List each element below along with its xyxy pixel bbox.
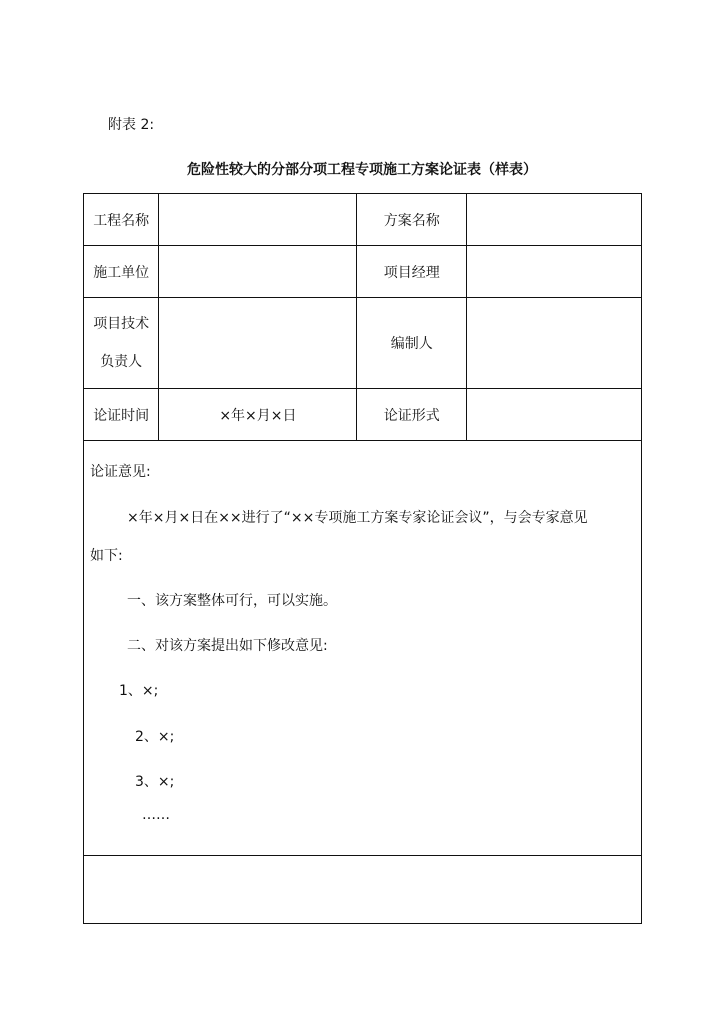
opinion-item3: 3、×;: [135, 774, 175, 790]
project-manager-label: 项目经理: [357, 246, 467, 298]
scheme-name-label: 方案名称: [357, 194, 467, 246]
construction-unit-label: 施工单位: [84, 246, 159, 298]
page-title: 危险性较大的分部分项工程专项施工方案论证表（样表）: [187, 162, 537, 178]
signature-blank-cell[interactable]: [84, 856, 642, 924]
opinion-ellipsis: ……: [142, 807, 170, 823]
opinion-heading: 论证意见:: [90, 464, 151, 480]
tech-lead-field[interactable]: [159, 298, 357, 389]
opinion-point2: 二、对该方案提出如下修改意见:: [127, 638, 328, 654]
review-form-field[interactable]: [467, 389, 642, 441]
opinion-point1: 一、该方案整体可行，可以实施。: [127, 593, 337, 609]
opinion-intro-line1: ×年×月×日在××进行了“××专项施工方案专家论证会议”，与会专家意见: [127, 510, 588, 526]
review-form-table: [83, 193, 642, 924]
opinion-cell[interactable]: [84, 441, 642, 856]
review-form-label: 论证形式: [357, 389, 467, 441]
tech-lead-label: [84, 298, 159, 389]
project-name-field[interactable]: [159, 194, 357, 246]
compiler-field[interactable]: [467, 298, 642, 389]
opinion-intro-line2: 如下:: [90, 548, 123, 564]
opinion-item1: 1、×;: [119, 683, 159, 699]
scheme-name-field[interactable]: [467, 194, 642, 246]
attachment-label: 附表 2:: [108, 117, 155, 133]
tech-lead-label-line1: 项目技术: [93, 316, 150, 332]
tech-lead-label-line2: 负责人: [100, 354, 143, 370]
review-time-field[interactable]: ×年×月×日: [159, 389, 357, 441]
review-time-label: 论证时间: [84, 389, 159, 441]
project-manager-field[interactable]: [467, 246, 642, 298]
opinion-item2: 2、×;: [135, 729, 175, 745]
compiler-label: 编制人: [357, 298, 467, 389]
construction-unit-field[interactable]: [159, 246, 357, 298]
project-name-label: 工程名称: [84, 194, 159, 246]
